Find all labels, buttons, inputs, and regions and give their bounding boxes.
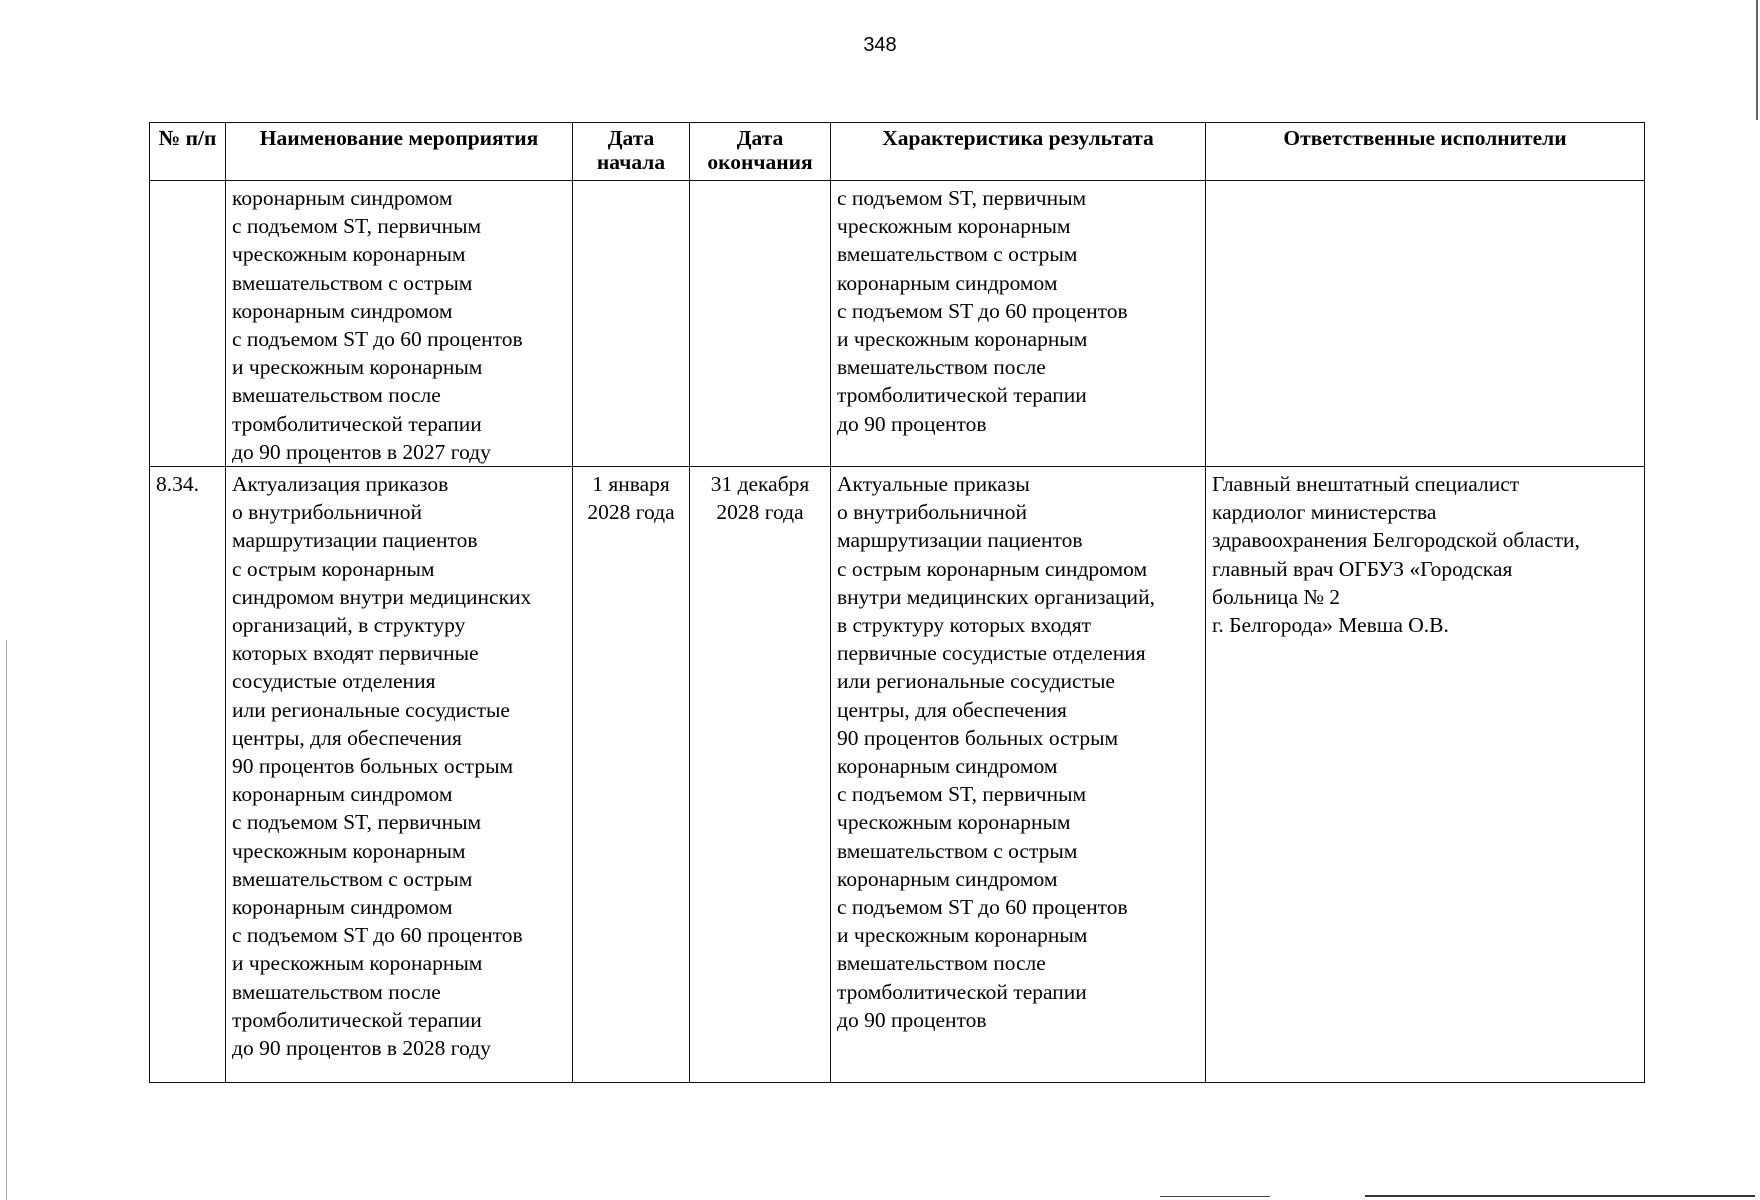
header-responsible: Ответственные исполнители (1206, 123, 1645, 181)
header-end-date: Дата окончания (690, 123, 831, 181)
cell-result: Актуальные приказы о внутрибольничной маршрутизации пациентов с острым коронарным синдромом внутри медицинских организаций, в структуру которых входят первичные сосудистые отделения или региональные сосудистые центры, для обеспечения 90 процентов больных острым коронарным синдромом с подъемом ST, первичным чрескожным коронарным вмешательством с острым коронарным синдромом с подъемом ST до 60 процентов и чрескожным коронарным вмешательством после тромболитической терапии до 90 процентов (831, 467, 1206, 1083)
cell-responsible: Главный внештатный специалист кардиолог министерства здравоохранения Белгородской области, главный врач ОГБУЗ «Городская больница № 2 г. Белгорода» Мевша О.В. (1206, 467, 1645, 1083)
page-number: 348 (863, 34, 897, 56)
cell-responsible (1206, 181, 1645, 467)
cell-end-date: 31 декабря 2028 года (690, 467, 831, 1083)
scan-artifact-edge (6, 640, 7, 1200)
cell-num (150, 181, 226, 467)
header-start-date: Дата начала (573, 123, 690, 181)
scan-artifact-edge (1756, 0, 1758, 120)
scan-artifact-line (1365, 1195, 1755, 1197)
cell-end-date (690, 181, 831, 467)
header-num: № п/п (150, 123, 226, 181)
table-row (150, 181, 1645, 467)
plan-table (149, 122, 1645, 1083)
cell-start-date (573, 181, 690, 467)
cell-start-date: 1 января 2028 года (573, 467, 690, 1083)
table-header-row (150, 123, 1645, 181)
cell-result: с подъемом ST, первичным чрескожным коронарным вмешательством с острым коронарным синдромом с подъемом ST до 60 процентов и чрескожным коронарным вмешательством после тромболитической терапии до 90 процентов (831, 181, 1206, 467)
cell-name: коронарным синдромом с подъемом ST, первичным чрескожным коронарным вмешательством с острым коронарным синдромом с подъемом ST до 60 процентов и чрескожным коронарным вмешательством после тромболитической терапии до 90 процентов в 2027 году (226, 181, 573, 467)
table-row (150, 467, 1645, 1083)
scan-artifact-line (1160, 1196, 1270, 1197)
header-result: Характеристика результата (831, 123, 1206, 181)
cell-num: 8.34. (150, 467, 226, 1083)
cell-name: Актуализация приказов о внутрибольничной маршрутизации пациентов с острым коронарным синдромом внутри медицинских организаций, в структуру которых входят первичные сосудистые отделения или региональные сосудистые центры, для обеспечения 90 процентов больных острым коронарным синдромом с подъемом ST, первичным чрескожным коронарным вмешательством с острым коронарным синдромом с подъемом ST до 60 процентов и чрескожным коронарным вмешательством после тромболитической терапии до 90 процентов в 2028 году (226, 467, 573, 1083)
header-name: Наименование мероприятия (226, 123, 573, 181)
